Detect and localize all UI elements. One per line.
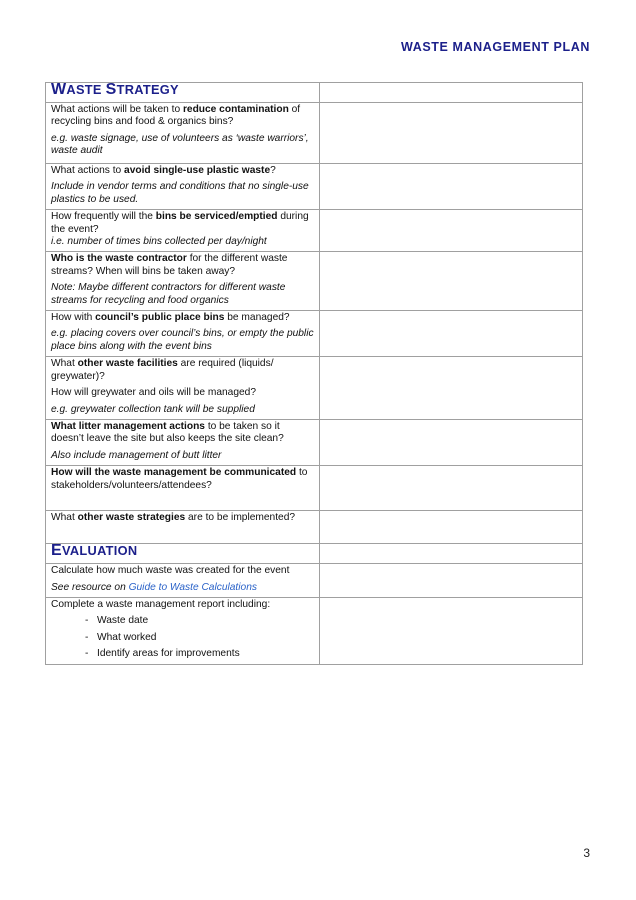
table-row-waste-contractor: [46, 252, 583, 311]
question-cell: [46, 252, 320, 311]
waste-plan-table: [45, 82, 583, 665]
q-post: during the event?: [51, 211, 309, 235]
section-title: [46, 544, 320, 564]
question-text: [51, 165, 315, 177]
q-post: are required (liquids/ greywater)?: [51, 358, 274, 382]
title-initial: W: [51, 81, 67, 98]
q-pre: What actions will be taken to: [51, 104, 183, 115]
question-text: Complete a waste management report including:: [51, 598, 271, 610]
answer-cell[interactable]: [320, 103, 583, 164]
table-row-calculate-waste: [46, 564, 583, 598]
q-bold: other waste strategies: [77, 512, 186, 524]
guidance-note: Also include management of butt litter: [51, 449, 222, 461]
answer-cell[interactable]: [320, 164, 583, 210]
table-row-bins-serviced: [46, 210, 583, 252]
q-bold: avoid single-use plastic waste: [124, 165, 271, 176]
q-pre: What: [51, 358, 78, 370]
list-item: - Identify areas for improvements: [85, 648, 315, 660]
title-initial-2: S: [105, 81, 117, 98]
q-post: ?: [270, 165, 276, 176]
question-text: [51, 421, 315, 446]
q-bold: Who is the waste contractor: [51, 253, 187, 265]
section-header-evaluation: [46, 544, 583, 564]
q-bold: How will the waste management be communicated: [51, 467, 297, 479]
question-text: [51, 358, 315, 383]
question-cell: [46, 597, 320, 664]
q-bold: reduce contamination: [182, 104, 289, 115]
q-bold: bins be serviced/emptied: [155, 211, 278, 223]
answer-cell[interactable]: [320, 597, 583, 664]
title-rest-2: TRATEGY: [116, 82, 179, 97]
guidance-note: e.g. waste signage, use of volunteers as ‘waste warriors’, waste audit: [51, 132, 309, 157]
answer-cell[interactable]: [320, 83, 583, 103]
q-bold: What litter management actions: [51, 420, 205, 432]
answer-cell[interactable]: [320, 466, 583, 511]
question-text: [51, 211, 315, 236]
document-running-header: WASTE MANAGEMENT PLAN: [401, 40, 590, 54]
question-text: Calculate how much waste was created for the event: [51, 565, 290, 577]
question-cell: [46, 564, 320, 598]
question-cell: [46, 164, 320, 210]
q-post: for the different waste streams? When will bins be taken away?: [51, 253, 288, 277]
guidance-note: e.g. greywater collection tank will be supplied: [51, 403, 255, 415]
question-text: [51, 253, 315, 278]
answer-cell[interactable]: [320, 544, 583, 564]
answer-cell[interactable]: [320, 311, 583, 357]
table-row-council-bins: [46, 311, 583, 357]
note-pre: See resource on: [51, 581, 129, 593]
answer-cell[interactable]: [320, 252, 583, 311]
table-row-litter-management: [46, 419, 583, 465]
title-rest: ASTE: [66, 82, 106, 97]
guidance-note: i.e. number of times bins collected per day/night: [51, 236, 267, 248]
q-post: to be taken so it doesn’t leave the site but also keeps the site clean?: [51, 420, 284, 445]
guidance-note: Note: Maybe different contractors for different waste streams for recycling and food organics: [51, 282, 286, 306]
question-cell: [46, 419, 320, 465]
section-header-waste-strategy: [46, 83, 583, 103]
answer-cell[interactable]: [320, 210, 583, 252]
question-text: [51, 104, 315, 129]
table-row-other-strategies: [46, 511, 583, 544]
guide-to-waste-calculations-link[interactable]: Guide to Waste Calculations: [128, 581, 257, 593]
report-items-list: [51, 615, 315, 660]
q-pre: What actions to: [51, 165, 125, 176]
question-text: [51, 312, 315, 324]
question-cell: [46, 210, 320, 252]
answer-cell[interactable]: [320, 511, 583, 544]
question-cell: [46, 311, 320, 357]
answer-cell[interactable]: [320, 564, 583, 598]
question-text: [51, 512, 315, 524]
title-rest: VALUATION: [61, 543, 138, 559]
q-bold: council’s public place bins: [95, 312, 225, 324]
title-initial: E: [51, 542, 62, 560]
q-post: of recycling bins and food & organics bins?: [51, 104, 301, 128]
answer-cell[interactable]: [320, 419, 583, 465]
guidance-note: [51, 582, 315, 594]
answer-cell[interactable]: [320, 357, 583, 420]
question-text: [51, 467, 315, 492]
q-bold: other waste facilities: [77, 358, 178, 370]
question-cell: [46, 511, 320, 544]
question-cell: [46, 466, 320, 511]
q-pre: What: [51, 512, 78, 524]
page-number: 3: [583, 846, 590, 860]
table-row-waste-report: [46, 597, 583, 664]
section-title: [46, 83, 320, 103]
q-post: are to be implemented?: [185, 512, 296, 524]
q-pre: How with: [51, 312, 96, 324]
list-item: - Waste date: [85, 615, 315, 627]
question-cell: [46, 103, 320, 164]
q-post: be managed?: [224, 312, 290, 324]
table-row-other-facilities: [46, 357, 583, 420]
guidance-note: Include in vendor terms and conditions that no single-use plastics to be used.: [51, 181, 309, 205]
list-item: - What worked: [85, 632, 315, 644]
table-row-single-use-plastic: [46, 164, 583, 210]
q-post: to stakeholders/volunteers/attendees?: [51, 467, 308, 491]
question-extra-text: How will greywater and oils will be managed?: [51, 387, 256, 399]
guidance-note: e.g. placing covers over council’s bins, or empty the public place bins along with the event bins: [51, 328, 314, 352]
table-row-communication: [46, 466, 583, 511]
table-row-reduce-contamination: [46, 103, 583, 164]
q-pre: How frequently will the: [51, 211, 156, 223]
question-cell: [46, 357, 320, 420]
